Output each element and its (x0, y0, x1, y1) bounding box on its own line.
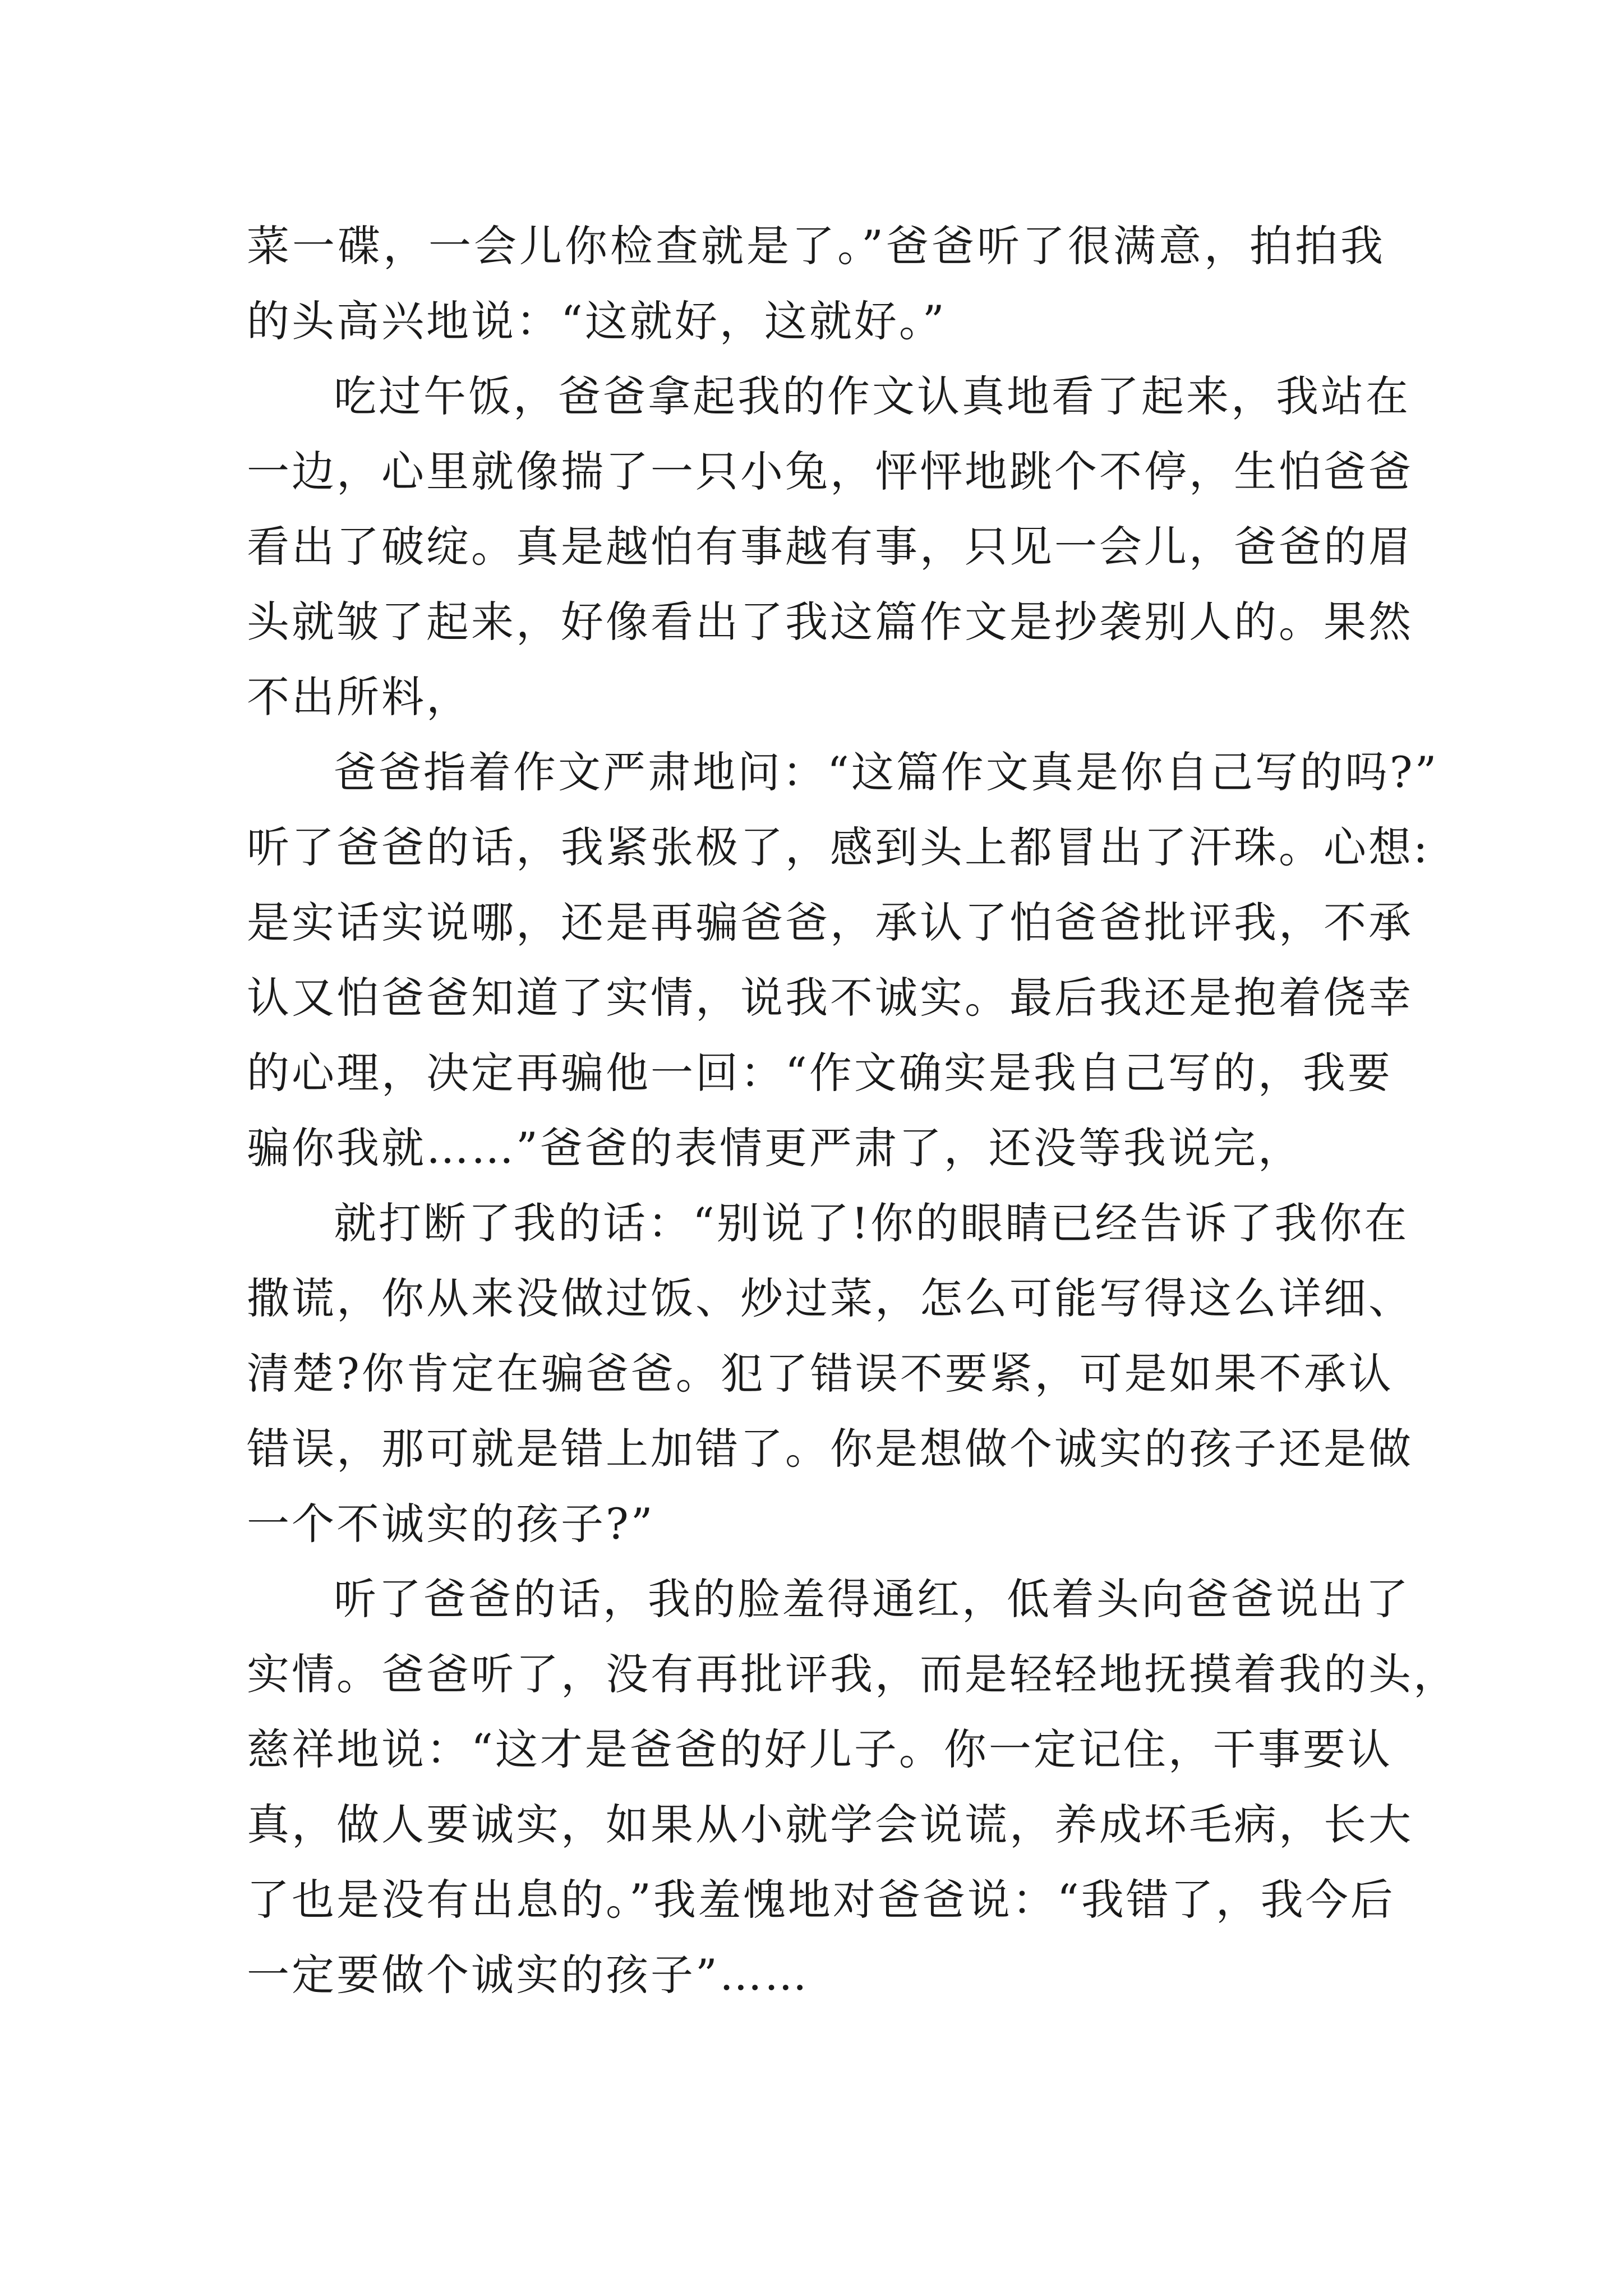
text-line: 看出了破绽。真是越怕有事越有事，只见一会儿，爸爸的眉 (247, 522, 1413, 572)
paragraph-start-line: 听了爸爸的话，我的脸羞得通红，低着头向爸爸说出了 (334, 1574, 1410, 1624)
text-line: 的心理，决定再骗他一回：“作文确实是我自己写的，我要 (247, 1048, 1393, 1098)
text-line: 清楚?你肯定在骗爸爸。犯了错误不要紧，可是如果不承认 (247, 1349, 1394, 1398)
text-line: 认又怕爸爸知道了实情，说我不诚实。最后我还是抱着侥幸 (247, 973, 1413, 1023)
text-line: 的头高兴地说：“这就好，这就好。” (247, 296, 947, 346)
text-line: 是实话实说哪，还是再骗爸爸，承认了怕爸爸批评我，不承 (247, 898, 1413, 947)
text-line: 真，做人要诚实，如果从小就学会说谎，养成坏毛病，长大 (247, 1800, 1413, 1849)
text-line: 实情。爸爸听了，没有再批评我，而是轻轻地抚摸着我的头， (247, 1649, 1458, 1699)
text-line: 不出所料， (247, 672, 471, 722)
text-line: 撒谎，你从来没做过饭、炒过菜，怎么可能写得这么详细、 (247, 1273, 1413, 1323)
text-line: 听了爸爸的话，我紧张极了，感到头上都冒出了汗珠。心想: (247, 822, 1430, 872)
paragraph-start-line: 吃过午饭，爸爸拿起我的作文认真地看了起来，我站在 (334, 371, 1410, 421)
text-line: 一个不诚实的孩子?” (247, 1499, 655, 1549)
body-text (247, 209, 1458, 2013)
paragraph-start-line: 就打断了我的话：“别说了!你的眼睛已经告诉了我你在 (334, 1198, 1409, 1248)
text-line: 一定要做个诚实的孩子”…… (247, 1950, 809, 2000)
text-line: 菜一碟，一会儿你检查就是了。”爸爸听了很满意，拍拍我 (247, 221, 1385, 271)
text-line: 慈祥地说：“这才是爸爸的好儿子。你一定记住，干事要认 (247, 1724, 1393, 1774)
text-line: 骗你我就……”爸爸的表情更严肃了，还没等我说完， (247, 1123, 1303, 1173)
text-line: 错误，那可就是错上加错了。你是想做个诚实的孩子还是做 (247, 1424, 1413, 1474)
text-line: 一边，心里就像揣了一只小兔，怦怦地跳个不停，生怕爸爸 (247, 447, 1413, 496)
text-line: 了也是没有出息的。”我羞愧地对爸爸说：“我错了，我今后 (247, 1875, 1395, 1925)
text-line: 头就皱了起来，好像看出了我这篇作文是抄袭别人的。果然 (247, 597, 1413, 647)
paragraph-start-line: 爸爸指着作文严肃地问：“这篇作文真是你自己写的吗?” (334, 747, 1439, 797)
